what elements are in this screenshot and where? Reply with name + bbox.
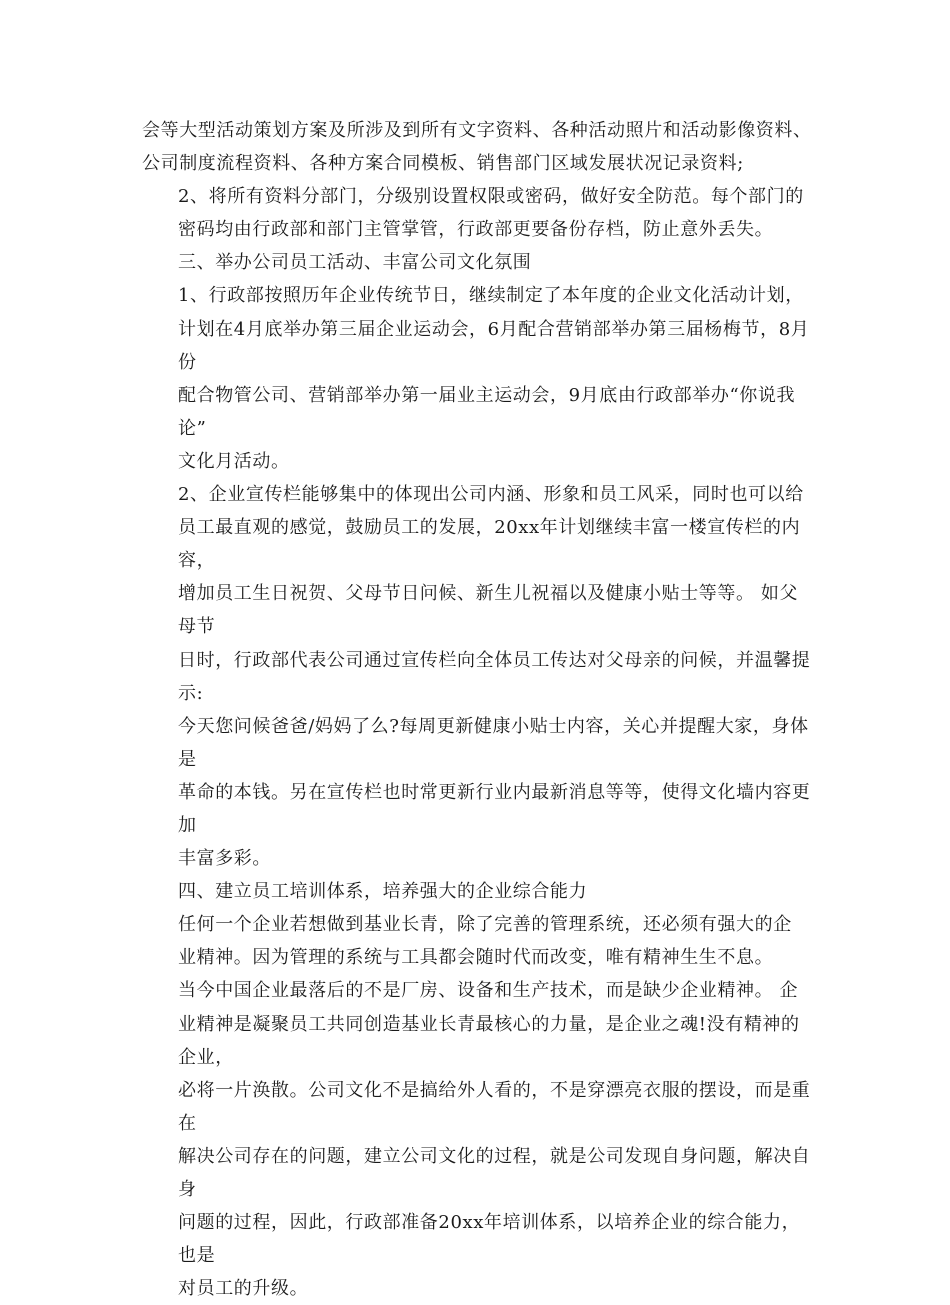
text-line: 1、行政部按照历年企业传统节日，继续制定了本年度的企业文化活动计划， — [178, 285, 804, 307]
text-line: 计划在4月底举办第三届企业运动会，6月配合营销部举办第三届杨梅节，8月份 — [178, 318, 810, 373]
text-line: 配合物管公司、营销部举办第一届业主运动会，9月底由行政部举办“你说我论” — [178, 384, 796, 439]
text-line: 员工最直观的感觉，鼓励员工的发展，20xx年计划继续丰富一楼宣传栏的内容， — [178, 517, 801, 572]
paragraph — [142, 974, 812, 1305]
text-line: 对员工的升级。 — [178, 1278, 309, 1300]
text-line: 日时，行政部代表公司通过宣传栏向全体员工传达对父母亲的问候，并温馨提示: — [178, 649, 811, 704]
text-line: 密码均由行政部和部门主管掌管，行政部更要备份存档，防止意外丢失。 — [178, 219, 774, 241]
text-line: 革命的本钱。另在宣传栏也时常更新行业内最新消息等等，使得文化墙内容更加 — [178, 781, 811, 836]
text-line: 2、企业宣传栏能够集中的体现出公司内涵、形象和员工风采，同时也可以给 — [178, 484, 804, 506]
text-line: 公司制度流程资料、各种方案合同模板、销售部门区域发展状况记录资料; — [142, 153, 744, 175]
text-line: 今天您问候爸爸/妈妈了么?每周更新健康小贴士内容，关心并提醒大家，身体是 — [178, 715, 809, 770]
text-line: 增加员工生日祝贺、父母节日问候、新生儿祝福以及健康小贴士等等。 如父母节 — [178, 583, 799, 638]
text-line: 业精神。因为管理的系统与工具都会随时代而改变，唯有精神生生不息。 — [178, 947, 774, 969]
text-line: 当今中国企业最落后的不是厂房、设备和生产技术，而是缺少企业精神。 企 — [178, 980, 799, 1002]
paragraph — [142, 279, 812, 478]
section-heading — [142, 875, 812, 908]
document-body — [142, 114, 812, 1305]
text-line: 会等大型活动策划方案及所涉及到所有文字资料、各种活动照片和活动影像资料、 — [142, 120, 812, 141]
paragraph — [142, 114, 812, 180]
text-line: 四、建立员工培训体系，培养强大的企业综合能力 — [178, 881, 588, 903]
paragraph — [142, 180, 812, 246]
text-line: 文化月活动。 — [178, 450, 290, 472]
paragraph — [142, 908, 812, 974]
text-line: 2、将所有资料分部门，分级别设置权限或密码，做好安全防范。每个部门的 — [178, 186, 804, 208]
text-line: 业精神是凝聚员工共同创造基业长青最核心的力量，是企业之魂!没有精神的企业， — [178, 1013, 800, 1068]
text-line: 必将一片涣散。公司文化不是搞给外人看的，不是穿漂亮衣服的摆设，而是重在 — [178, 1079, 811, 1134]
paragraph — [142, 478, 812, 875]
section-heading — [142, 246, 812, 279]
text-line: 丰富多彩。 — [178, 848, 271, 870]
text-line: 问题的过程，因此，行政部准备20xx年培训体系，以培养企业的综合能力，也是 — [178, 1212, 801, 1267]
text-line: 解决公司存在的问题，建立公司文化的过程，就是公司发现自身问题，解决自身 — [178, 1145, 811, 1200]
text-line: 任何一个企业若想做到基业长青，除了完善的管理系统，还必须有强大的企 — [178, 914, 792, 936]
text-line: 三、举办公司员工活动、丰富公司文化氛围 — [178, 252, 532, 274]
